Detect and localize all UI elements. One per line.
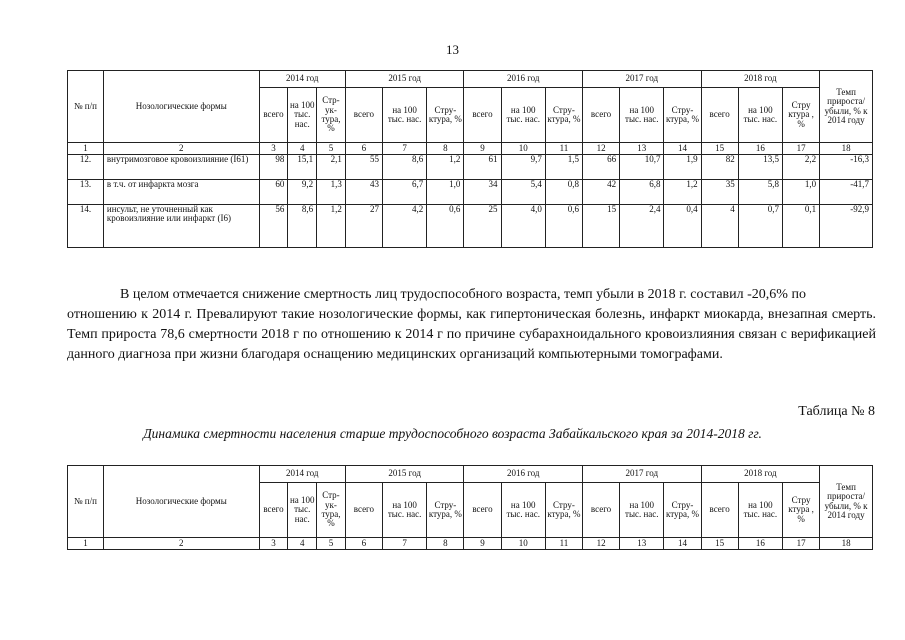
col-number: 18 xyxy=(820,538,873,550)
sub-header: всего xyxy=(583,483,620,538)
row-number: 13. xyxy=(68,180,104,205)
col-num-header: № п/п xyxy=(68,71,104,143)
row-value: 66 xyxy=(583,155,620,180)
col-number: 1 xyxy=(68,143,104,155)
row-value: 9,2 xyxy=(288,180,317,205)
row-value: 43 xyxy=(345,180,382,205)
col-number: 18 xyxy=(820,143,873,155)
row-rate: -41,7 xyxy=(820,180,873,205)
sub-header: на 100 тыс. нас. xyxy=(288,88,317,143)
col-number: 9 xyxy=(464,143,501,155)
row-value: 10,7 xyxy=(620,155,664,180)
year-header: 2015 год xyxy=(345,71,464,88)
sub-header: Стру-ктура, % xyxy=(664,88,701,143)
row-value: 82 xyxy=(701,155,738,180)
row-rate: -92,9 xyxy=(820,205,873,248)
row-name: инсульт, не уточненный как кровоизлияние или инфаркт (I6) xyxy=(103,205,259,248)
sub-header: всего xyxy=(701,483,738,538)
row-value: 2,2 xyxy=(783,155,820,180)
table-row xyxy=(68,180,873,205)
col-number: 3 xyxy=(259,143,288,155)
col-number: 4 xyxy=(288,143,317,155)
row-value: 1,9 xyxy=(664,155,701,180)
page-number: 13 xyxy=(446,42,459,57)
row-value: 2,4 xyxy=(620,205,664,248)
year-header: 2017 год xyxy=(583,71,702,88)
row-value: 1,3 xyxy=(317,180,346,205)
row-value: 8,6 xyxy=(288,205,317,248)
row-value: 1,2 xyxy=(317,205,346,248)
paragraph-continuation: отношению к 2014 г. Превалируют такие нозологические формы, как гипертоническая болезнь, инфаркт миокарда, внезапная смерть. Темп прироста 78,6 смертности 2018 г по отношению к 2014 г по причине субарахноидального кровоизлияния связан с верификацией данного диагноза при жизни благодаря оснащению медицинских организаций компьютерными томографами. xyxy=(67,307,876,362)
row-value: 4 xyxy=(701,205,738,248)
year-header: 2014 год xyxy=(259,71,345,88)
row-value: 4,0 xyxy=(501,205,545,248)
row-value: 61 xyxy=(464,155,501,180)
row-value: 2,1 xyxy=(317,155,346,180)
col-number: 11 xyxy=(545,143,582,155)
col-number: 9 xyxy=(464,538,501,550)
sub-header: всего xyxy=(345,88,382,143)
col-number: 10 xyxy=(501,143,545,155)
table-label: Таблица № 8 xyxy=(798,404,875,419)
row-value: 4,2 xyxy=(382,205,426,248)
col-number: 17 xyxy=(783,143,820,155)
col-number: 4 xyxy=(288,538,317,550)
sub-header: Стр-ук-тура, % xyxy=(317,483,346,538)
sub-header: Стру ктура , % xyxy=(783,483,820,538)
year-header: 2016 год xyxy=(464,71,583,88)
row-value: 5,8 xyxy=(738,180,782,205)
row-value: 1,2 xyxy=(664,180,701,205)
sub-header: всего xyxy=(701,88,738,143)
row-value: 56 xyxy=(259,205,288,248)
sub-header: на 100 тыс. нас. xyxy=(620,483,664,538)
sub-header: на 100 тыс. нас. xyxy=(620,88,664,143)
row-rate: -16,3 xyxy=(820,155,873,180)
sub-header: Стру-ктура, % xyxy=(545,483,582,538)
sub-header: на 100 тыс. нас. xyxy=(382,483,426,538)
row-value: 25 xyxy=(464,205,501,248)
sub-header: на 100 тыс. нас. xyxy=(738,483,782,538)
col-number: 13 xyxy=(620,538,664,550)
sub-header: на 100 тыс. нас. xyxy=(501,483,545,538)
table-caption: Динамика смертности населения старше трудоспособного возраста Забайкальского края за 2014-2018 гг. xyxy=(143,426,762,441)
col-form-header: Нозологические формы xyxy=(103,71,259,143)
col-number: 10 xyxy=(501,538,545,550)
sub-header: Стру-ктура, % xyxy=(427,88,464,143)
sub-header: всего xyxy=(464,483,501,538)
sub-header: Стру-ктура, % xyxy=(545,88,582,143)
year-header: 2017 год xyxy=(583,466,702,483)
rate-header: Темп прироста/ убыли, % к 2014 году xyxy=(820,71,873,143)
col-number: 8 xyxy=(427,538,464,550)
sub-header: на 100 тыс. нас. xyxy=(501,88,545,143)
row-value: 0,4 xyxy=(664,205,701,248)
sub-header: на 100 тыс. нас. xyxy=(738,88,782,143)
col-number: 15 xyxy=(701,538,738,550)
table-row xyxy=(68,155,873,180)
row-name: в т.ч. от инфаркта мозга xyxy=(103,180,259,205)
row-value: 15 xyxy=(583,205,620,248)
row-value: 0,1 xyxy=(783,205,820,248)
sub-header: Стру ктура , % xyxy=(783,88,820,143)
row-value: 98 xyxy=(259,155,288,180)
row-value: 9,7 xyxy=(501,155,545,180)
row-value: 27 xyxy=(345,205,382,248)
col-number: 14 xyxy=(664,143,701,155)
col-number: 5 xyxy=(317,538,346,550)
year-header: 2015 год xyxy=(345,466,464,483)
row-value: 8,6 xyxy=(382,155,426,180)
col-number: 3 xyxy=(259,538,288,550)
row-value: 35 xyxy=(701,180,738,205)
year-header: 2018 год xyxy=(701,466,820,483)
row-number: 14. xyxy=(68,205,104,248)
col-form-header: Нозологические формы xyxy=(103,466,259,538)
col-number: 8 xyxy=(427,143,464,155)
sub-header: всего xyxy=(259,88,288,143)
col-number: 13 xyxy=(620,143,664,155)
row-value: 6,8 xyxy=(620,180,664,205)
row-name: внутримозговое кровоизлияние (I61) xyxy=(103,155,259,180)
sub-header: Стру-ктура, % xyxy=(427,483,464,538)
row-value: 1,0 xyxy=(783,180,820,205)
col-number: 12 xyxy=(583,143,620,155)
sub-header: на 100 тыс. нас. xyxy=(382,88,426,143)
row-value: 60 xyxy=(259,180,288,205)
col-number: 16 xyxy=(738,538,782,550)
row-value: 1,5 xyxy=(545,155,582,180)
col-number: 7 xyxy=(382,143,426,155)
row-value: 0,6 xyxy=(427,205,464,248)
sub-header: всего xyxy=(464,88,501,143)
row-value: 0,6 xyxy=(545,205,582,248)
sub-header: на 100 тыс. нас. xyxy=(288,483,317,538)
row-value: 6,7 xyxy=(382,180,426,205)
col-number: 2 xyxy=(103,538,259,550)
sub-header: всего xyxy=(345,483,382,538)
col-number: 6 xyxy=(345,143,382,155)
col-number: 1 xyxy=(68,538,104,550)
summary-paragraph xyxy=(67,285,876,365)
paragraph-first-line: В целом отмечается снижение смертность лиц трудоспособного возраста, темп убыли в 2018 г. составил -20,6% по xyxy=(120,287,806,302)
row-value: 15,1 xyxy=(288,155,317,180)
row-value: 34 xyxy=(464,180,501,205)
col-number: 11 xyxy=(545,538,582,550)
col-number: 15 xyxy=(701,143,738,155)
row-value: 1,2 xyxy=(427,155,464,180)
sub-header: Стру-ктура, % xyxy=(664,483,701,538)
row-value: 0,7 xyxy=(738,205,782,248)
rate-header: Темп прироста/ убыли, % к 2014 году xyxy=(820,466,873,538)
table-mortality-elderly xyxy=(67,465,873,550)
sub-header: Стр-ук-тура, % xyxy=(317,88,346,143)
col-number: 17 xyxy=(783,538,820,550)
col-number: 14 xyxy=(664,538,701,550)
year-header: 2014 год xyxy=(259,466,345,483)
col-number: 7 xyxy=(382,538,426,550)
col-num-header: № п/п xyxy=(68,466,104,538)
row-number: 12. xyxy=(68,155,104,180)
row-value: 55 xyxy=(345,155,382,180)
row-value: 5,4 xyxy=(501,180,545,205)
col-number: 5 xyxy=(317,143,346,155)
row-value: 0,8 xyxy=(545,180,582,205)
table-row xyxy=(68,205,873,248)
sub-header: всего xyxy=(583,88,620,143)
row-value: 13,5 xyxy=(738,155,782,180)
sub-header: всего xyxy=(259,483,288,538)
year-header: 2016 год xyxy=(464,466,583,483)
table-mortality-working-age xyxy=(67,70,873,248)
col-number: 6 xyxy=(345,538,382,550)
col-number: 2 xyxy=(103,143,259,155)
row-value: 1,0 xyxy=(427,180,464,205)
col-number: 12 xyxy=(583,538,620,550)
year-header: 2018 год xyxy=(701,71,820,88)
row-value: 42 xyxy=(583,180,620,205)
col-number: 16 xyxy=(738,143,782,155)
